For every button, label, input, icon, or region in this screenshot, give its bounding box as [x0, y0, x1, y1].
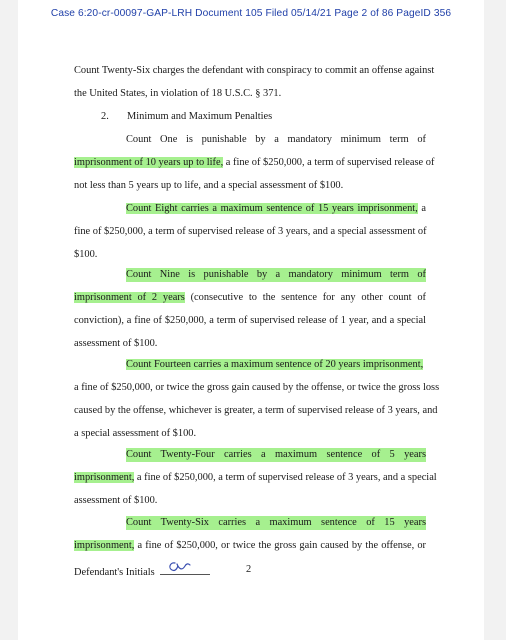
text-line: Count Twenty-Six charges the defendant with conspiracy to commit an offense against — [74, 65, 435, 76]
section-number: 2. — [101, 111, 109, 122]
initials-signature-line — [160, 564, 210, 575]
text-line: not less than 5 years up to life, and a special assessment of $100. — [74, 180, 344, 191]
document-page — [18, 0, 484, 640]
text-line: $100. — [74, 249, 98, 260]
highlighted-text: Count Fourteen carries a maximum sentence of 20 years imprisonment, — [126, 359, 424, 370]
highlighted-text: imprisonment, — [74, 540, 135, 551]
text-line: Count Eight carries a maximum sentence of 15 years imprisonment, a — [126, 203, 426, 214]
highlighted-text: Count Nine is punishable by a mandatory minimum term of — [126, 269, 426, 280]
text-line — [126, 358, 426, 372]
initials-signature-mark — [166, 560, 194, 574]
highlighted-text: imprisonment of 2 years — [74, 292, 185, 303]
text-line: fine of $250,000, a term of supervised release of 3 years, and a special assessment of — [74, 226, 427, 237]
highlighted-text: Count Eight carries a maximum sentence of 15 years imprisonment, — [126, 203, 418, 214]
case-header: Case 6:20-cr-00097-GAP-LRH Document 105 Filed 05/14/21 Page 2 of 86 PageID 356 — [50, 8, 452, 19]
defendant-initials — [74, 564, 210, 578]
text-line: imprisonment, a fine of $250,000, or twice the gross gain caused by the offense, or — [74, 540, 426, 551]
text-line: a fine of $250,000, or twice the gross gain caused by the offense, or twice the gross loss — [74, 382, 440, 393]
page-number: 2 — [246, 564, 252, 575]
text-line: the United States, in violation of 18 U.S.C. § 371. — [74, 88, 282, 99]
text-line: Count One is punishable by a mandatory minimum term of — [126, 134, 426, 145]
text-line: caused by the offense, whichever is greater, a term of supervised release of 3 years, and — [74, 405, 438, 416]
initials-label: Defendant's Initials — [74, 567, 155, 578]
highlighted-text: imprisonment, — [74, 472, 135, 483]
text-line: imprisonment of 10 years up to life, a fine of $250,000, a term of supervised release of — [74, 157, 435, 168]
highlighted-text: Count Twenty-Four carries a maximum sentence of 5 years — [126, 449, 426, 460]
text-line: assessment of $100. — [74, 495, 158, 506]
text-line: a special assessment of $100. — [74, 428, 197, 439]
highlighted-text: Count Twenty-Six carries a maximum sentence of 15 years — [126, 517, 426, 528]
highlighted-text: imprisonment of 10 years up to life, — [74, 157, 224, 168]
text-line: conviction), a fine of $250,000, a term of supervised release of 1 year, and a special — [74, 315, 426, 326]
section-title: Minimum and Maximum Penalties — [127, 111, 273, 122]
text-line: imprisonment of 2 years (consecutive to the sentence for any other count of — [74, 292, 426, 303]
text-line: assessment of $100. — [74, 338, 158, 349]
text-line: imprisonment, a fine of $250,000, a term of supervised release of 3 years, and a special — [74, 472, 437, 483]
